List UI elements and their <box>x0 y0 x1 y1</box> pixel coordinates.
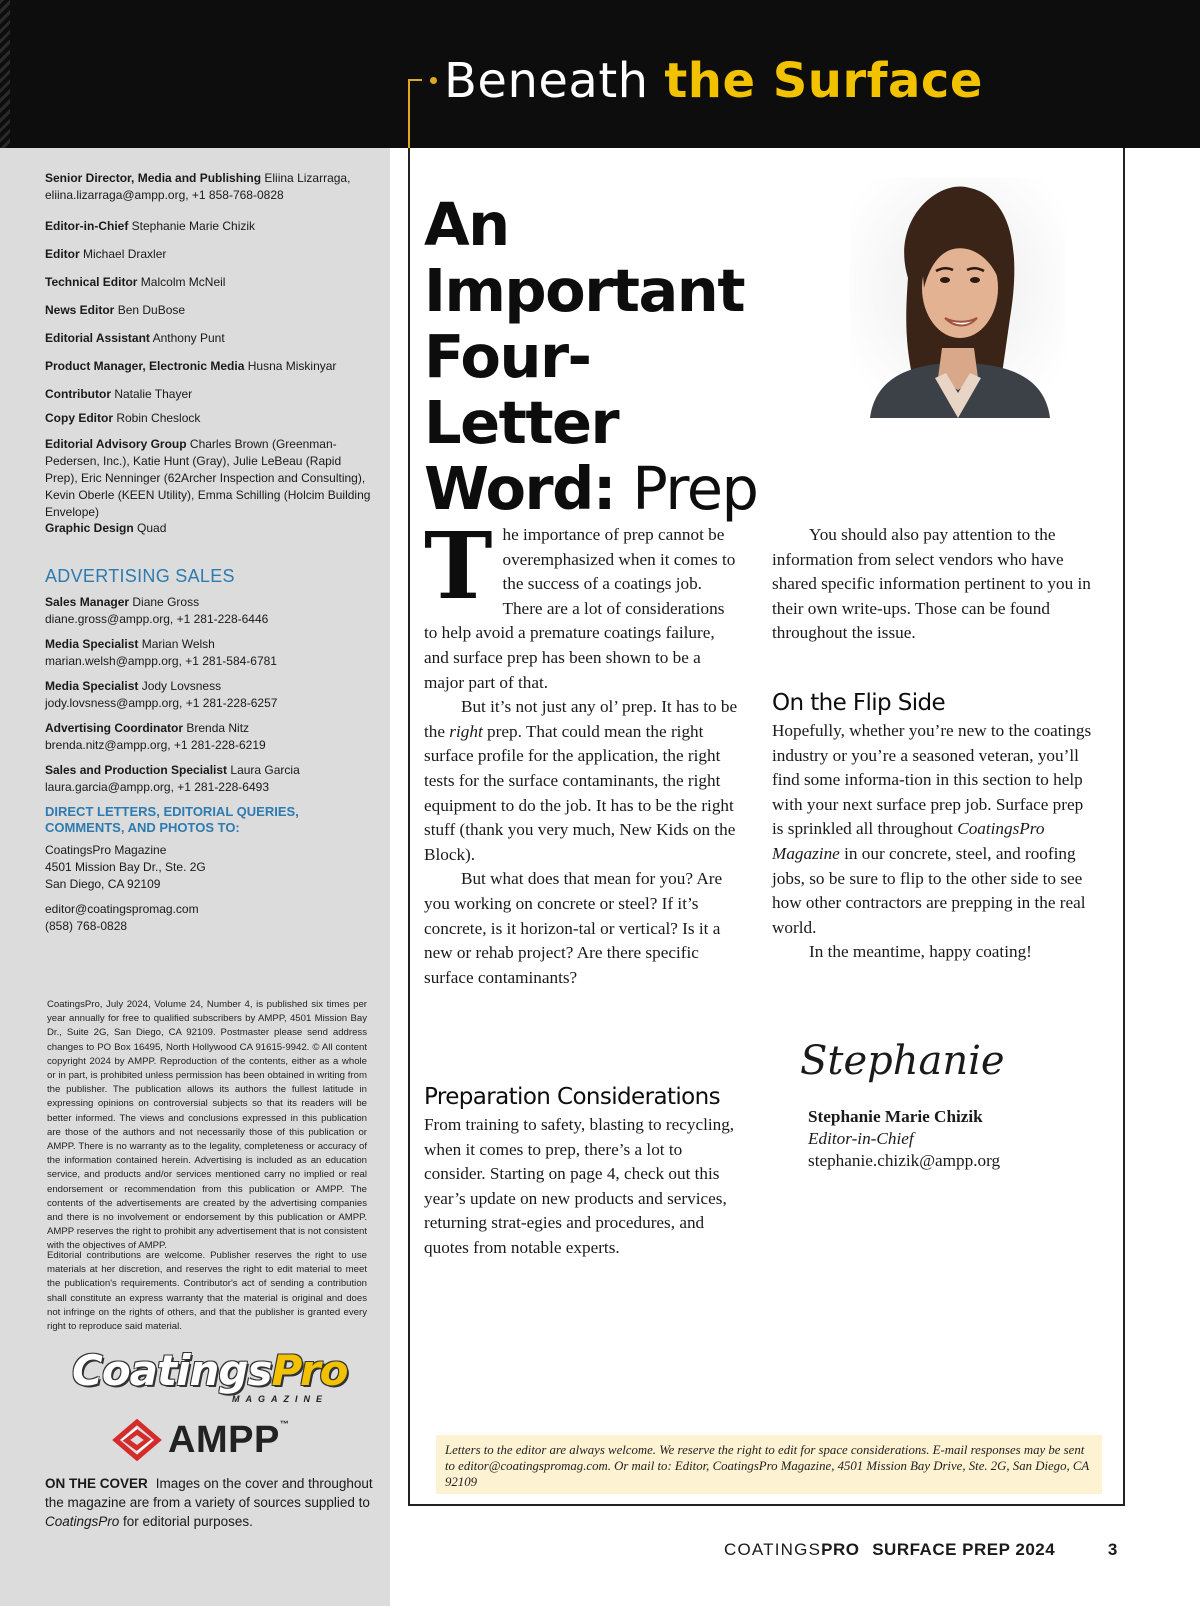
svg-text:Stephanie: Stephanie <box>800 1038 1005 1084</box>
masthead-entry: Senior Director, Media and Publishing Eliina Lizarraga, eliina.lizarraga@ampp.org, +1 858-768-0828 <box>45 171 351 202</box>
header-bullet-icon <box>430 77 437 84</box>
magazine-address: CoatingsPro Magazine 4501 Mission Bay Dr., Ste. 2G San Diego, CA 92109 <box>45 843 206 891</box>
masthead-entry: Editor-in-Chief Stephanie Marie Chizik <box>45 219 256 233</box>
advertising-contact: Sales Manager Diane Gross diane.gross@ampp.org, +1 281-228-6446 <box>45 595 269 626</box>
advertising-contact: Advertising Coordinator Brenda Nitz brenda.nitz@ampp.org, +1 281-228-6219 <box>45 721 266 752</box>
header-hatch-decoration <box>0 0 10 148</box>
editorial-contributions-notice: Editorial contributions are welcome. Publisher reserves the right to use materials at her discretion, and reserves the right to edit material to meet the publication's requirements. Contributor's act of sending a contribution shall constitute an express warranty that the material is original and does not infringe on the rights of others, and that the publisher is granted every right to reproduce said material. <box>47 1250 367 1333</box>
masthead-entry: News Editor Ben DuBose <box>45 303 186 317</box>
masthead-entry: Graphic Design Quad <box>45 521 167 535</box>
advertising-contact: Media Specialist Marian Welsh marian.welsh@ampp.org, +1 281-584-6781 <box>45 637 277 668</box>
footer-brand-light: COATINGS <box>724 1540 822 1559</box>
masthead-entry: Copy Editor Robin Cheslock <box>45 411 201 425</box>
direct-letters-heading: DIRECT LETTERS, EDITORIAL QUERIES, COMMENTS, AND PHOTOS TO: <box>45 804 299 835</box>
publication-legal-notice: CoatingsPro, July 2024, Volume 24, Number 4, is published six times per year annually for free to qualified subscribers by AMPP, 4501 Mission Bay Dr., Suite 2G, San Diego, CA 92109. Postmaster please send address changes to PO Box 16495, North Hollywood CA 91615-9942. © All content copyright 2024 by AMPP. Reproduction of the contents, either as a whole or in part, is prohibited unless permission has been obtained in writing from the publisher. The publication allows its authors the fullest latitude in expressing opinions on controversial subjects so that its readers will be better informed. The views and conclusions expressed in this publication are those of the authors and not necessarily those of this publication or AMPP. There is no warranty as to the legality, completeness or accuracy of the information contained herein. Advertising is included as an education service, and products and/or services mentioned carry no implied or real endorsement or recommendation from this publication or AMPP. The contents of the advertisements are created by the advertising companies and there is no involvement or endorsement by this publication or AMPP. AMPP reserves the right to prohibit any advertisement that is not consistent with the objectives of AMPP. <box>47 999 367 1252</box>
article-column-right-continued: Hopefully, whether you’re new to the coatings industry or you’re a seasoned veteran, you’ll find some informa-tion in this section to help with your next surface prep job. Surface prep is sprinkled all throughout CoatingsPro Magazine in our concrete, steel, and roofing jobs, so be sure to flip to the other side to see how other contractors are prepping in the real world. In the meantime, happy coating! <box>772 721 1092 962</box>
ampp-mark-icon <box>112 1418 162 1462</box>
advertising-sales-heading: ADVERTISING SALES <box>45 566 235 586</box>
footer-brand-bold: PRO <box>821 1540 860 1559</box>
magazine-contact <box>45 901 199 935</box>
editor-email[interactable]: editor@coatingspromag.com <box>45 902 199 916</box>
subhead-on-the-flip-side: On the Flip Side <box>772 690 946 716</box>
section-title <box>444 52 983 110</box>
section-title-accent: the Surface <box>664 53 983 109</box>
advertising-contact: Media Specialist Jody Lovsness jody.lovsness@ampp.org, +1 281-228-6257 <box>45 679 278 710</box>
cover-note: ON THE COVER Images on the cover and throughout the magazine are from a variety of sources supplied to CoatingsPro for editorial purposes. <box>45 1476 373 1529</box>
page-number: 3 <box>1107 1540 1118 1559</box>
article-headline: An Important Four-Letter Word: Prep <box>424 190 758 523</box>
article-column-left: The importance of prep cannot be overemphasized when it comes to the success of a coatings job. There are a lot of considerations to help avoid a premature coatings failure, and surface prep has been shown to be a major part of that. But it’s not just any ol’ prep. It has to be the right prep. That could mean the right surface profile for the application, the right tests for the surface contaminants, the right equipment to do the job. It has to be the right stuff (thank you very much, New Kids on the Block). But what does that mean for you? Are you working on concrete or steel? If it’s concrete, is it horizon-tal or vertical? Is it a new or rehab project? Are there specific surface contaminants? <box>424 512 738 987</box>
ampp-logo: AMPP™ <box>112 1418 289 1462</box>
subhead-preparation-considerations: Preparation Considerations <box>424 1084 721 1110</box>
masthead-entry: Editor Michael Draxler <box>45 247 167 261</box>
letters-to-editor-note: Letters to the editor are always welcome. We reserve the right to edit for space considerations. E-mail responses may be sent to editor@coatingspromag.com. Or mail to: Editor, CoatingsPro Magazine, 4501 Mission Bay Drive, Ste. 2G, San Diego, CA 92109 <box>436 1435 1102 1494</box>
header-connector-line <box>408 79 422 81</box>
signature-name: Stephanie Marie Chizik <box>808 1107 983 1126</box>
advertising-contact: Sales and Production Specialist Laura Garcia laura.garcia@ampp.org, +1 281-228-6493 <box>45 763 300 794</box>
masthead-entry: Editorial Assistant Anthony Punt <box>45 331 225 345</box>
editor-portrait-photo <box>850 178 1065 418</box>
article-column-left-continued: From training to safety, blasting to recycling, when it comes to prep, there’s a lot to consider. Starting on page 4, check out this year’s update on new products and services, returning strat-egies and procedures, and quotes from notable experts. <box>424 1115 735 1257</box>
editor-signature <box>798 1030 1005 1090</box>
signature-title: Editor-in-Chief <box>808 1129 914 1148</box>
drop-cap: T <box>424 512 493 620</box>
coatingspro-logo: CoatingsPro MAGAZINE <box>72 1346 348 1404</box>
masthead-entry: Product Manager, Electronic Media Husna Miskinyar <box>45 359 337 373</box>
editor-phone: (858) 768-0828 <box>45 919 128 933</box>
masthead-entry: Contributor Natalie Thayer <box>45 387 193 401</box>
page-footer <box>724 1540 1117 1560</box>
masthead-entry-advisory-group: Editorial Advisory Group Charles Brown (Greenman-Pedersen, Inc.), Katie Hunt (Gray), Julie LeBeau (Rapid Prep), Eric Nenninger (62Archer Inspection and Consulting), Kevin Oberle (KEEN Utility), Emma Schilling (Holcim Building Envelope) <box>45 437 371 519</box>
section-title-light: Beneath <box>444 53 649 109</box>
signature-email[interactable]: stephanie.chizik@ampp.org <box>808 1151 1001 1170</box>
header-connector-line-vertical <box>408 80 410 148</box>
masthead-entry: Technical Editor Malcolm McNeil <box>45 275 226 289</box>
article-column-right: You should also pay attention to the information from select vendors who have shared specific information pertinent to you in their own write-ups. Those can be found throughout the issue. <box>772 525 1091 643</box>
footer-issue: SURFACE PREP 2024 <box>872 1540 1056 1559</box>
